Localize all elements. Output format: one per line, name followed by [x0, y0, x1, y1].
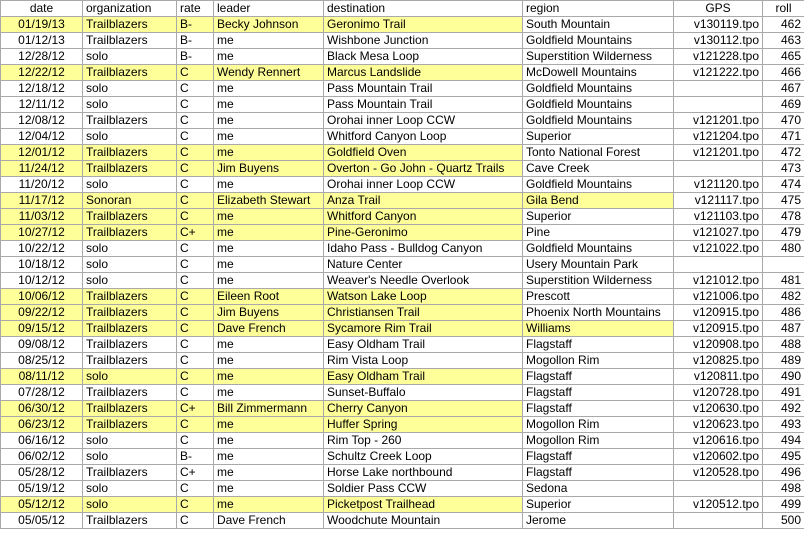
- cell-roll[interactable]: 492: [763, 401, 804, 417]
- cell-rate[interactable]: C: [177, 129, 214, 145]
- cell-leader[interactable]: Dave French: [214, 321, 324, 337]
- cell-region[interactable]: Goldfield Mountains: [523, 113, 674, 129]
- cell-leader[interactable]: me: [214, 465, 324, 481]
- cell-leader[interactable]: me: [214, 481, 324, 497]
- cell-roll[interactable]: 495: [763, 449, 804, 465]
- cell-roll[interactable]: 471: [763, 129, 804, 145]
- cell-gps[interactable]: v120915.tpo: [674, 321, 763, 337]
- table-row[interactable]: [1, 401, 804, 417]
- table-row[interactable]: [1, 49, 804, 65]
- cell-roll[interactable]: 490: [763, 369, 804, 385]
- cell-roll[interactable]: 482: [763, 289, 804, 305]
- cell-gps[interactable]: v120512.tpo: [674, 497, 763, 513]
- cell-region[interactable]: Mogollon Rim: [523, 417, 674, 433]
- cell-region[interactable]: Flagstaff: [523, 385, 674, 401]
- table-row[interactable]: [1, 129, 804, 145]
- cell-destination[interactable]: Woodchute Mountain: [324, 513, 523, 529]
- cell-organization[interactable]: solo: [83, 177, 177, 193]
- cell-destination[interactable]: Christiansen Trail: [324, 305, 523, 321]
- cell-roll[interactable]: 498: [763, 481, 804, 497]
- cell-rate[interactable]: C: [177, 497, 214, 513]
- cell-leader[interactable]: me: [214, 49, 324, 65]
- cell-region[interactable]: Sedona: [523, 481, 674, 497]
- cell-destination[interactable]: Whitford Canyon Loop: [324, 129, 523, 145]
- cell-gps[interactable]: [674, 481, 763, 497]
- cell-roll[interactable]: 474: [763, 177, 804, 193]
- table-row[interactable]: [1, 65, 804, 81]
- cell-organization[interactable]: Trailblazers: [83, 289, 177, 305]
- cell-roll[interactable]: [763, 257, 804, 273]
- table-row[interactable]: [1, 353, 804, 369]
- table-row[interactable]: [1, 337, 804, 353]
- cell-gps[interactable]: v121201.tpo: [674, 145, 763, 161]
- cell-destination[interactable]: Cherry Canyon: [324, 401, 523, 417]
- cell-date[interactable]: 06/02/12: [1, 449, 83, 465]
- cell-organization[interactable]: Trailblazers: [83, 225, 177, 241]
- table-row[interactable]: [1, 481, 804, 497]
- cell-date[interactable]: 08/11/12: [1, 369, 83, 385]
- cell-leader[interactable]: me: [214, 81, 324, 97]
- column-header-destination[interactable]: destination: [324, 1, 523, 17]
- cell-gps[interactable]: [674, 97, 763, 113]
- cell-roll[interactable]: 494: [763, 433, 804, 449]
- cell-roll[interactable]: 499: [763, 497, 804, 513]
- cell-gps[interactable]: v121027.tpo: [674, 225, 763, 241]
- cell-date[interactable]: 05/12/12: [1, 497, 83, 513]
- cell-date[interactable]: 11/20/12: [1, 177, 83, 193]
- cell-rate[interactable]: C+: [177, 465, 214, 481]
- cell-date[interactable]: 12/01/12: [1, 145, 83, 161]
- cell-destination[interactable]: Pine-Geronimo: [324, 225, 523, 241]
- column-header-date[interactable]: date: [1, 1, 83, 17]
- cell-gps[interactable]: [674, 513, 763, 529]
- cell-gps[interactable]: v120528.tpo: [674, 465, 763, 481]
- cell-date[interactable]: 10/27/12: [1, 225, 83, 241]
- cell-date[interactable]: 10/18/12: [1, 257, 83, 273]
- cell-destination[interactable]: Marcus Landslide: [324, 65, 523, 81]
- cell-leader[interactable]: me: [214, 33, 324, 49]
- cell-leader[interactable]: me: [214, 257, 324, 273]
- cell-leader[interactable]: Dave French: [214, 513, 324, 529]
- cell-region[interactable]: Superstition Wilderness: [523, 49, 674, 65]
- cell-organization[interactable]: Trailblazers: [83, 145, 177, 161]
- cell-date[interactable]: 10/06/12: [1, 289, 83, 305]
- cell-destination[interactable]: Wishbone Junction: [324, 33, 523, 49]
- table-row[interactable]: [1, 225, 804, 241]
- cell-region[interactable]: Flagstaff: [523, 449, 674, 465]
- cell-leader[interactable]: me: [214, 129, 324, 145]
- column-header-leader[interactable]: leader: [214, 1, 324, 17]
- cell-date[interactable]: 12/28/12: [1, 49, 83, 65]
- cell-region[interactable]: Superstition Wilderness: [523, 273, 674, 289]
- cell-destination[interactable]: Rim Vista Loop: [324, 353, 523, 369]
- cell-date[interactable]: 06/16/12: [1, 433, 83, 449]
- cell-region[interactable]: Goldfield Mountains: [523, 81, 674, 97]
- cell-destination[interactable]: Schultz Creek Loop: [324, 449, 523, 465]
- cell-region[interactable]: Mogollon Rim: [523, 433, 674, 449]
- cell-region[interactable]: Superior: [523, 129, 674, 145]
- cell-region[interactable]: Gila Bend: [523, 193, 674, 209]
- cell-leader[interactable]: me: [214, 353, 324, 369]
- cell-date[interactable]: 08/25/12: [1, 353, 83, 369]
- table-row[interactable]: [1, 289, 804, 305]
- cell-organization[interactable]: Trailblazers: [83, 17, 177, 33]
- cell-organization[interactable]: Trailblazers: [83, 161, 177, 177]
- cell-gps[interactable]: v120908.tpo: [674, 337, 763, 353]
- cell-organization[interactable]: Trailblazers: [83, 353, 177, 369]
- cell-destination[interactable]: Easy Oldham Trail: [324, 369, 523, 385]
- column-header-gps[interactable]: GPS: [674, 1, 763, 17]
- cell-destination[interactable]: Orohai inner Loop CCW: [324, 113, 523, 129]
- cell-region[interactable]: Goldfield Mountains: [523, 97, 674, 113]
- cell-rate[interactable]: C: [177, 481, 214, 497]
- cell-roll[interactable]: 493: [763, 417, 804, 433]
- table-row[interactable]: [1, 321, 804, 337]
- cell-rate[interactable]: C: [177, 209, 214, 225]
- column-header-organization[interactable]: organization: [83, 1, 177, 17]
- cell-roll[interactable]: 472: [763, 145, 804, 161]
- cell-rate[interactable]: C+: [177, 401, 214, 417]
- cell-organization[interactable]: solo: [83, 369, 177, 385]
- cell-roll[interactable]: 462: [763, 17, 804, 33]
- column-header-region[interactable]: region: [523, 1, 674, 17]
- cell-date[interactable]: 06/23/12: [1, 417, 83, 433]
- cell-roll[interactable]: 465: [763, 49, 804, 65]
- cell-roll[interactable]: 470: [763, 113, 804, 129]
- cell-date[interactable]: 06/30/12: [1, 401, 83, 417]
- cell-rate[interactable]: C: [177, 417, 214, 433]
- table-row[interactable]: [1, 209, 804, 225]
- cell-region[interactable]: Goldfield Mountains: [523, 241, 674, 257]
- cell-date[interactable]: 11/03/12: [1, 209, 83, 225]
- cell-roll[interactable]: 475: [763, 193, 804, 209]
- cell-leader[interactable]: Becky Johnson: [214, 17, 324, 33]
- cell-rate[interactable]: C: [177, 321, 214, 337]
- column-header-roll[interactable]: roll: [763, 1, 804, 17]
- cell-destination[interactable]: Horse Lake northbound: [324, 465, 523, 481]
- cell-leader[interactable]: me: [214, 449, 324, 465]
- cell-date[interactable]: 09/08/12: [1, 337, 83, 353]
- cell-region[interactable]: Flagstaff: [523, 401, 674, 417]
- cell-organization[interactable]: Trailblazers: [83, 465, 177, 481]
- cell-rate[interactable]: C: [177, 289, 214, 305]
- table-row[interactable]: [1, 257, 804, 273]
- cell-region[interactable]: Mogollon Rim: [523, 353, 674, 369]
- cell-organization[interactable]: Trailblazers: [83, 321, 177, 337]
- cell-region[interactable]: Cave Creek: [523, 161, 674, 177]
- cell-leader[interactable]: Elizabeth Stewart: [214, 193, 324, 209]
- cell-rate[interactable]: C: [177, 193, 214, 209]
- cell-date[interactable]: 12/18/12: [1, 81, 83, 97]
- cell-date[interactable]: 07/28/12: [1, 385, 83, 401]
- table-row[interactable]: [1, 465, 804, 481]
- cell-leader[interactable]: me: [214, 113, 324, 129]
- cell-rate[interactable]: B-: [177, 49, 214, 65]
- cell-region[interactable]: Goldfield Mountains: [523, 177, 674, 193]
- cell-rate[interactable]: C: [177, 161, 214, 177]
- cell-rate[interactable]: B-: [177, 33, 214, 49]
- cell-rate[interactable]: C: [177, 337, 214, 353]
- table-row[interactable]: [1, 145, 804, 161]
- cell-organization[interactable]: solo: [83, 241, 177, 257]
- cell-gps[interactable]: v130112.tpo: [674, 33, 763, 49]
- cell-destination[interactable]: Nature Center: [324, 257, 523, 273]
- cell-gps[interactable]: v121204.tpo: [674, 129, 763, 145]
- cell-date[interactable]: 01/12/13: [1, 33, 83, 49]
- cell-rate[interactable]: C: [177, 305, 214, 321]
- cell-destination[interactable]: Sycamore Rim Trail: [324, 321, 523, 337]
- cell-destination[interactable]: Watson Lake Loop: [324, 289, 523, 305]
- cell-destination[interactable]: Easy Oldham Trail: [324, 337, 523, 353]
- cell-gps[interactable]: v121228.tpo: [674, 49, 763, 65]
- table-row[interactable]: [1, 241, 804, 257]
- table-row[interactable]: [1, 161, 804, 177]
- cell-organization[interactable]: solo: [83, 129, 177, 145]
- cell-leader[interactable]: Jim Buyens: [214, 305, 324, 321]
- cell-gps[interactable]: v130119.tpo: [674, 17, 763, 33]
- cell-organization[interactable]: solo: [83, 49, 177, 65]
- cell-organization[interactable]: Trailblazers: [83, 337, 177, 353]
- cell-organization[interactable]: solo: [83, 433, 177, 449]
- cell-destination[interactable]: Idaho Pass - Bulldog Canyon: [324, 241, 523, 257]
- cell-date[interactable]: 09/22/12: [1, 305, 83, 321]
- table-row[interactable]: [1, 81, 804, 97]
- cell-gps[interactable]: v120623.tpo: [674, 417, 763, 433]
- cell-region[interactable]: Williams: [523, 321, 674, 337]
- cell-roll[interactable]: 473: [763, 161, 804, 177]
- cell-leader[interactable]: me: [214, 273, 324, 289]
- cell-date[interactable]: 12/08/12: [1, 113, 83, 129]
- cell-destination[interactable]: Overton - Go John - Quartz Trails: [324, 161, 523, 177]
- cell-date[interactable]: 11/24/12: [1, 161, 83, 177]
- cell-rate[interactable]: C: [177, 241, 214, 257]
- table-row[interactable]: [1, 497, 804, 513]
- cell-leader[interactable]: Eileen Root: [214, 289, 324, 305]
- cell-destination[interactable]: Rim Top - 260: [324, 433, 523, 449]
- cell-date[interactable]: 10/22/12: [1, 241, 83, 257]
- table-row[interactable]: [1, 33, 804, 49]
- cell-organization[interactable]: solo: [83, 481, 177, 497]
- cell-destination[interactable]: Sunset-Buffalo: [324, 385, 523, 401]
- cell-rate[interactable]: C: [177, 273, 214, 289]
- cell-organization[interactable]: solo: [83, 449, 177, 465]
- cell-leader[interactable]: me: [214, 209, 324, 225]
- cell-destination[interactable]: Soldier Pass CCW: [324, 481, 523, 497]
- cell-destination[interactable]: Geronimo Trail: [324, 17, 523, 33]
- cell-date[interactable]: 12/11/12: [1, 97, 83, 113]
- table-row[interactable]: [1, 513, 804, 529]
- table-row[interactable]: [1, 433, 804, 449]
- cell-gps[interactable]: v120825.tpo: [674, 353, 763, 369]
- table-row[interactable]: [1, 369, 804, 385]
- cell-region[interactable]: Superior: [523, 209, 674, 225]
- cell-region[interactable]: Usery Mountain Park: [523, 257, 674, 273]
- cell-roll[interactable]: 500: [763, 513, 804, 529]
- cell-roll[interactable]: 487: [763, 321, 804, 337]
- cell-destination[interactable]: Weaver's Needle Overlook: [324, 273, 523, 289]
- cell-date[interactable]: 05/05/12: [1, 513, 83, 529]
- cell-leader[interactable]: Bill Zimmermann: [214, 401, 324, 417]
- cell-roll[interactable]: 467: [763, 81, 804, 97]
- cell-date[interactable]: 05/19/12: [1, 481, 83, 497]
- table-row[interactable]: [1, 97, 804, 113]
- table-row[interactable]: [1, 273, 804, 289]
- cell-gps[interactable]: v121103.tpo: [674, 209, 763, 225]
- cell-destination[interactable]: Whitford Canyon: [324, 209, 523, 225]
- cell-region[interactable]: McDowell Mountains: [523, 65, 674, 81]
- cell-leader[interactable]: me: [214, 145, 324, 161]
- cell-destination[interactable]: Pass Mountain Trail: [324, 97, 523, 113]
- cell-organization[interactable]: solo: [83, 81, 177, 97]
- cell-gps[interactable]: [674, 81, 763, 97]
- header-row: [1, 1, 804, 17]
- cell-leader[interactable]: me: [214, 385, 324, 401]
- cell-roll[interactable]: 481: [763, 273, 804, 289]
- cell-organization[interactable]: Trailblazers: [83, 401, 177, 417]
- cell-gps[interactable]: [674, 257, 763, 273]
- cell-date[interactable]: 11/17/12: [1, 193, 83, 209]
- cell-roll[interactable]: 466: [763, 65, 804, 81]
- cell-rate[interactable]: B-: [177, 449, 214, 465]
- cell-gps[interactable]: v121222.tpo: [674, 65, 763, 81]
- cell-gps[interactable]: [674, 161, 763, 177]
- cell-rate[interactable]: C: [177, 177, 214, 193]
- cell-date[interactable]: 05/28/12: [1, 465, 83, 481]
- cell-date[interactable]: 10/12/12: [1, 273, 83, 289]
- cell-destination[interactable]: Orohai inner Loop CCW: [324, 177, 523, 193]
- cell-region[interactable]: Goldfield Mountains: [523, 33, 674, 49]
- cell-gps[interactable]: v121006.tpo: [674, 289, 763, 305]
- cell-leader[interactable]: me: [214, 97, 324, 113]
- cell-region[interactable]: Pine: [523, 225, 674, 241]
- cell-roll[interactable]: 486: [763, 305, 804, 321]
- cell-organization[interactable]: Trailblazers: [83, 305, 177, 321]
- cell-region[interactable]: South Mountain: [523, 17, 674, 33]
- cell-destination[interactable]: Black Mesa Loop: [324, 49, 523, 65]
- cell-gps[interactable]: v120616.tpo: [674, 433, 763, 449]
- cell-rate[interactable]: C: [177, 385, 214, 401]
- table-row[interactable]: [1, 417, 804, 433]
- cell-destination[interactable]: Picketpost Trailhead: [324, 497, 523, 513]
- cell-rate[interactable]: C: [177, 145, 214, 161]
- cell-gps[interactable]: v120602.tpo: [674, 449, 763, 465]
- cell-roll[interactable]: 479: [763, 225, 804, 241]
- cell-organization[interactable]: Sonoran: [83, 193, 177, 209]
- cell-rate[interactable]: C: [177, 257, 214, 273]
- cell-region[interactable]: Flagstaff: [523, 337, 674, 353]
- cell-gps[interactable]: v120630.tpo: [674, 401, 763, 417]
- column-header-rate[interactable]: rate: [177, 1, 214, 17]
- cell-region[interactable]: Flagstaff: [523, 465, 674, 481]
- table-row[interactable]: [1, 193, 804, 209]
- cell-roll[interactable]: 489: [763, 353, 804, 369]
- cell-rate[interactable]: C: [177, 433, 214, 449]
- cell-roll[interactable]: 496: [763, 465, 804, 481]
- cell-leader[interactable]: me: [214, 177, 324, 193]
- table-row[interactable]: [1, 385, 804, 401]
- cell-gps[interactable]: v121117.tpo: [674, 193, 763, 209]
- cell-date[interactable]: 12/04/12: [1, 129, 83, 145]
- cell-rate[interactable]: C: [177, 353, 214, 369]
- cell-region[interactable]: Flagstaff: [523, 369, 674, 385]
- cell-region[interactable]: Superior: [523, 497, 674, 513]
- cell-rate[interactable]: C: [177, 369, 214, 385]
- cell-gps[interactable]: v121201.tpo: [674, 113, 763, 129]
- cell-organization[interactable]: Trailblazers: [83, 385, 177, 401]
- table-row[interactable]: [1, 177, 804, 193]
- cell-destination[interactable]: Anza Trail: [324, 193, 523, 209]
- cell-destination[interactable]: Huffer Spring: [324, 417, 523, 433]
- cell-leader[interactable]: Jim Buyens: [214, 161, 324, 177]
- cell-rate[interactable]: C: [177, 97, 214, 113]
- cell-organization[interactable]: solo: [83, 97, 177, 113]
- cell-date[interactable]: 09/15/12: [1, 321, 83, 337]
- cell-leader[interactable]: me: [214, 497, 324, 513]
- cell-region[interactable]: Prescott: [523, 289, 674, 305]
- cell-organization[interactable]: solo: [83, 273, 177, 289]
- cell-organization[interactable]: Trailblazers: [83, 513, 177, 529]
- cell-rate[interactable]: C+: [177, 225, 214, 241]
- cell-date[interactable]: 01/19/13: [1, 17, 83, 33]
- cell-leader[interactable]: Wendy Rennert: [214, 65, 324, 81]
- cell-rate[interactable]: C: [177, 513, 214, 529]
- cell-leader[interactable]: me: [214, 369, 324, 385]
- cell-region[interactable]: Phoenix North Mountains: [523, 305, 674, 321]
- cell-roll[interactable]: 480: [763, 241, 804, 257]
- cell-leader[interactable]: me: [214, 433, 324, 449]
- table-row[interactable]: [1, 449, 804, 465]
- cell-organization[interactable]: Trailblazers: [83, 33, 177, 49]
- cell-gps[interactable]: v120811.tpo: [674, 369, 763, 385]
- cell-roll[interactable]: 469: [763, 97, 804, 113]
- table-row[interactable]: [1, 113, 804, 129]
- cell-roll[interactable]: 478: [763, 209, 804, 225]
- cell-region[interactable]: Jerome: [523, 513, 674, 529]
- cell-roll[interactable]: 463: [763, 33, 804, 49]
- table-row[interactable]: [1, 305, 804, 321]
- table-row[interactable]: [1, 17, 804, 33]
- cell-roll[interactable]: 488: [763, 337, 804, 353]
- cell-organization[interactable]: solo: [83, 497, 177, 513]
- cell-organization[interactable]: solo: [83, 257, 177, 273]
- cell-gps[interactable]: v121012.tpo: [674, 273, 763, 289]
- cell-organization[interactable]: Trailblazers: [83, 417, 177, 433]
- cell-leader[interactable]: me: [214, 225, 324, 241]
- cell-destination[interactable]: Pass Mountain Trail: [324, 81, 523, 97]
- cell-region[interactable]: Tonto National Forest: [523, 145, 674, 161]
- cell-gps[interactable]: v120915.tpo: [674, 305, 763, 321]
- cell-leader[interactable]: me: [214, 417, 324, 433]
- cell-rate[interactable]: C: [177, 81, 214, 97]
- cell-gps[interactable]: v120728.tpo: [674, 385, 763, 401]
- cell-destination[interactable]: Goldfield Oven: [324, 145, 523, 161]
- cell-gps[interactable]: v121120.tpo: [674, 177, 763, 193]
- cell-organization[interactable]: Trailblazers: [83, 209, 177, 225]
- cell-rate[interactable]: C: [177, 65, 214, 81]
- cell-leader[interactable]: me: [214, 337, 324, 353]
- cell-roll[interactable]: 491: [763, 385, 804, 401]
- cell-gps[interactable]: v121022.tpo: [674, 241, 763, 257]
- cell-date[interactable]: 12/22/12: [1, 65, 83, 81]
- cell-rate[interactable]: C: [177, 113, 214, 129]
- cell-organization[interactable]: Trailblazers: [83, 65, 177, 81]
- table-body: [1, 17, 804, 529]
- cell-leader[interactable]: me: [214, 241, 324, 257]
- cell-organization[interactable]: Trailblazers: [83, 113, 177, 129]
- cell-rate[interactable]: B-: [177, 17, 214, 33]
